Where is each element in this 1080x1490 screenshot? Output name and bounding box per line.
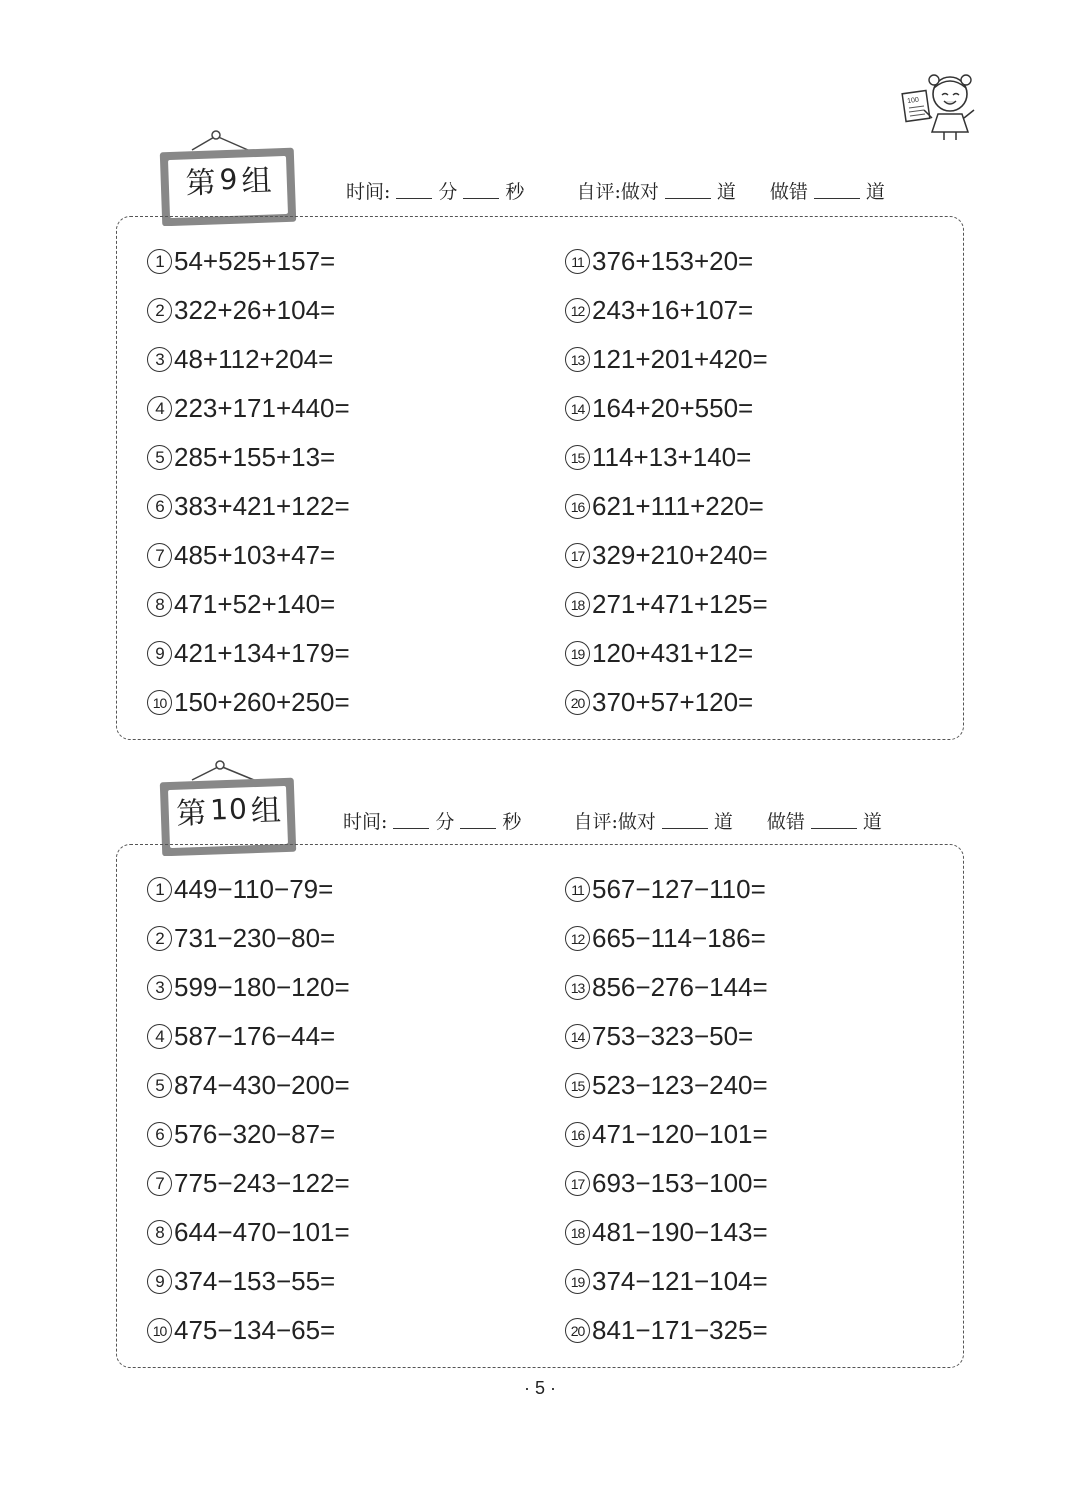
problem-expression: 449−110−79= [174,874,334,904]
problem-expression: 621+111+220= [592,491,764,521]
problem-expression: 243+16+107= [592,295,754,325]
problem-number-badge: 1 [147,877,172,902]
problem-expression: 665−114−186= [592,923,766,953]
problem-number-badge: 20 [565,1318,590,1343]
problem-number-badge: 11 [565,877,590,902]
problem-item [147,629,350,678]
problem-expression: 471+52+140= [174,589,336,619]
problem-column-left [147,237,350,727]
problem-expression: 271+471+125= [592,589,768,619]
correct-count-blank[interactable] [665,197,711,199]
problem-number-badge: 4 [147,1024,172,1049]
timing-and-self-evaluation-line [346,174,885,204]
minutes-blank[interactable] [393,827,429,829]
problem-expression: 567−127−110= [592,874,766,904]
problem-expression: 121+201+420= [592,344,768,374]
problem-expression: 114+13+140= [592,442,752,472]
problem-expression: 731−230−80= [174,923,336,953]
group-title-board [158,128,300,226]
problem-number-badge: 17 [565,543,590,568]
problem-item [147,1257,350,1306]
problem-number-badge: 12 [565,926,590,951]
problem-expression: 322+26+104= [174,295,336,325]
problem-item [565,629,768,678]
problem-expression: 481−190−143= [592,1217,768,1247]
problem-item [565,384,768,433]
problem-number-badge: 7 [147,1171,172,1196]
problem-item [147,384,350,433]
problem-item [565,531,768,580]
wrong-label: 做错 [766,811,805,833]
problem-number-badge: 14 [565,1024,590,1049]
problem-expression: 523−123−240= [592,1070,768,1100]
seconds-unit: 秒 [505,181,525,203]
problem-expression: 120+431+12= [592,638,754,668]
problem-expression: 164+20+550= [592,393,754,423]
problem-item [147,286,350,335]
problem-expression: 874−430−200= [174,1070,350,1100]
time-label: 时间: [346,181,391,203]
problem-item [147,914,350,963]
problem-number-badge: 2 [147,298,172,323]
problem-expression: 775−243−122= [174,1168,350,1198]
problem-number-badge: 5 [147,1073,172,1098]
problem-expression: 421+134+179= [174,638,350,668]
problem-item [147,433,350,482]
problem-number-badge: 6 [147,494,172,519]
problem-item [147,865,350,914]
problem-item [147,335,350,384]
problem-number-badge: 10 [147,690,172,715]
problem-item [565,580,768,629]
problem-item [565,1208,768,1257]
problem-number-badge: 10 [147,1318,172,1343]
self-eval-correct-label: 自评:做对 [576,181,659,203]
problem-item [147,678,350,727]
problem-item [565,286,768,335]
problem-number-badge: 16 [565,494,590,519]
correct-unit: 道 [713,811,733,833]
problem-number-badge: 16 [565,1122,590,1147]
problem-item [565,1306,768,1355]
group-label: 第 10 组 [175,791,283,832]
problem-number-badge: 15 [565,445,590,470]
problem-item [565,482,768,531]
wrong-label: 做错 [769,181,808,203]
correct-unit: 道 [716,181,736,203]
problem-expression: 644−470−101= [174,1217,350,1247]
problem-expression: 370+57+120= [592,687,754,717]
problem-number-badge: 20 [565,690,590,715]
problem-expression: 285+155+13= [174,442,336,472]
problem-item [147,1061,350,1110]
problem-item [565,237,768,286]
problem-item [147,531,350,580]
problems-box [116,844,964,1368]
group-label: 第 9 组 [185,162,274,202]
problem-expression: 485+103+47= [174,540,336,570]
problem-number-badge: 11 [565,249,590,274]
problem-number-badge: 18 [565,1220,590,1245]
problem-expression: 48+112+204= [174,344,334,374]
wrong-unit: 道 [862,811,882,833]
timing-and-self-evaluation-line [343,804,882,834]
problem-number-badge: 14 [565,396,590,421]
problem-item [565,1061,768,1110]
problem-item [147,963,350,1012]
problem-number-badge: 18 [565,592,590,617]
problem-number-badge: 9 [147,641,172,666]
problem-expression: 856−276−144= [592,972,768,1002]
problem-number-badge: 13 [565,347,590,372]
problem-item [565,1257,768,1306]
cartoon-girl-illustration-icon [898,70,982,142]
problem-item [565,1110,768,1159]
problem-expression: 329+210+240= [592,540,768,570]
problem-expression: 475−134−65= [174,1315,336,1345]
problem-number-badge: 7 [147,543,172,568]
problem-number-badge: 1 [147,249,172,274]
minutes-blank[interactable] [396,197,432,199]
seconds-blank[interactable] [463,197,499,199]
group-title-board [158,758,300,856]
problem-number-badge: 4 [147,396,172,421]
problem-column-right [565,865,768,1355]
problem-item [147,1208,350,1257]
problem-item [565,914,768,963]
problem-expression: 841−171−325= [592,1315,768,1345]
problem-item [147,1159,350,1208]
problem-expression: 383+421+122= [174,491,350,521]
problem-number-badge: 9 [147,1269,172,1294]
problem-number-badge: 13 [565,975,590,1000]
problem-item [147,237,350,286]
wrong-count-blank[interactable] [814,197,860,199]
problem-item [147,1110,350,1159]
wrong-count-blank[interactable] [811,827,857,829]
problem-number-badge: 2 [147,926,172,951]
problem-item [565,1159,768,1208]
problems-box [116,216,964,740]
problem-number-badge: 15 [565,1073,590,1098]
self-eval-correct-label: 自评:做对 [573,811,656,833]
problem-number-badge: 6 [147,1122,172,1147]
problem-expression: 54+525+157= [174,246,336,276]
problem-expression: 374−153−55= [174,1266,336,1296]
problem-expression: 753−323−50= [592,1021,754,1051]
problem-column-left [147,865,350,1355]
minutes-unit: 分 [438,181,458,203]
page-number: · 5 · [523,1378,556,1398]
problem-item [147,482,350,531]
seconds-unit: 秒 [502,811,522,833]
problem-expression: 150+260+250= [174,687,350,717]
problem-number-badge: 5 [147,445,172,470]
time-label: 时间: [343,811,388,833]
wrong-unit: 道 [865,181,885,203]
correct-count-blank[interactable] [662,827,708,829]
problem-item [147,1306,350,1355]
problem-number-badge: 12 [565,298,590,323]
problem-expression: 376+153+20= [592,246,754,276]
problem-item [565,678,768,727]
problem-expression: 223+171+440= [174,393,350,423]
svg-text:100: 100 [906,96,920,106]
seconds-blank[interactable] [460,827,496,829]
problem-number-badge: 3 [147,975,172,1000]
problem-expression: 471−120−101= [592,1119,768,1149]
problem-number-badge: 8 [147,592,172,617]
problem-expression: 374−121−104= [592,1266,768,1296]
minutes-unit: 分 [435,811,455,833]
problem-number-badge: 19 [565,1269,590,1294]
problem-expression: 693−153−100= [592,1168,768,1198]
problem-item [147,1012,350,1061]
problem-number-badge: 17 [565,1171,590,1196]
problem-item [565,963,768,1012]
problem-item [565,335,768,384]
problem-column-right [565,237,768,727]
problem-item [565,433,768,482]
problem-expression: 576−320−87= [174,1119,336,1149]
problem-expression: 587−176−44= [174,1021,336,1051]
problem-number-badge: 3 [147,347,172,372]
problem-item [147,580,350,629]
problem-expression: 599−180−120= [174,972,350,1002]
problem-item [565,865,768,914]
problem-number-badge: 8 [147,1220,172,1245]
problem-item [565,1012,768,1061]
problem-number-badge: 19 [565,641,590,666]
